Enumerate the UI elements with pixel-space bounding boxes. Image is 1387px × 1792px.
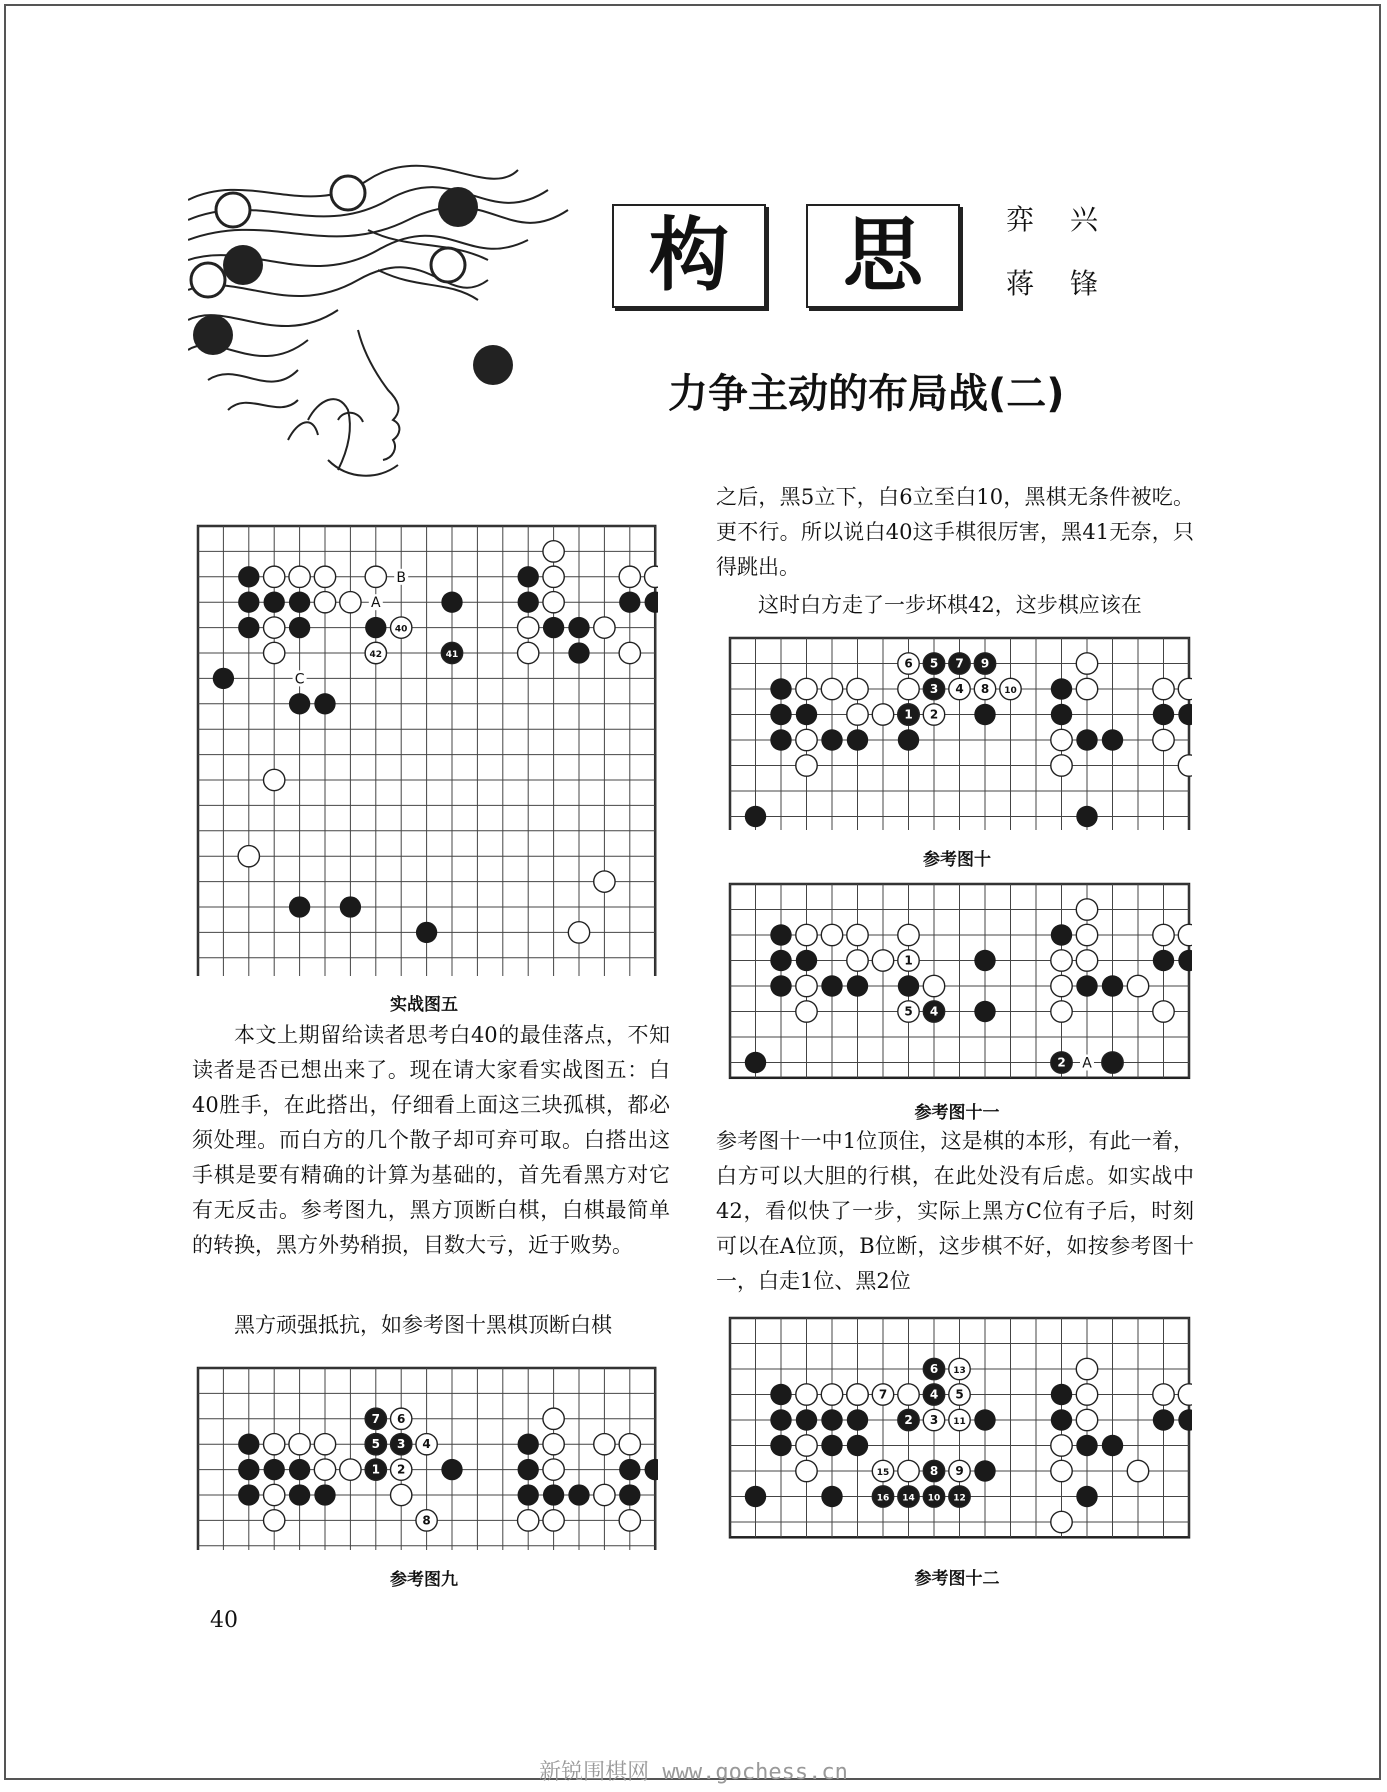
white-stone: [594, 1434, 615, 1455]
white-stone: [619, 1510, 640, 1531]
move-number: 2: [1057, 1055, 1066, 1070]
black-stone: [645, 1459, 658, 1480]
white-stone: [594, 871, 615, 892]
black-stone: [770, 924, 791, 945]
black-stone: [1153, 1409, 1174, 1430]
black-stone: [314, 1484, 335, 1505]
white-stone: [518, 617, 539, 638]
title-char-1: 构: [612, 204, 766, 308]
white-stone: [1127, 1460, 1148, 1481]
black-stone: [1153, 950, 1174, 971]
black-stone: [770, 1435, 791, 1456]
move-number: 5: [904, 1004, 913, 1019]
black-stone: [847, 729, 868, 750]
move-number: 12: [953, 1493, 966, 1504]
black-stone: [441, 592, 462, 613]
caption-fig12: 参考图十二: [914, 1569, 1000, 1589]
white-stone: [619, 642, 640, 663]
white-stone: [264, 617, 285, 638]
white-stone: [1051, 950, 1072, 971]
white-stone: [1051, 729, 1072, 750]
white-stone: [238, 846, 259, 867]
white-stone: [872, 704, 893, 725]
black-stone: [974, 704, 995, 725]
black-stone: [847, 975, 868, 996]
point-label: A: [371, 595, 381, 612]
white-stone: [796, 1460, 817, 1481]
black-stone: [441, 1459, 462, 1480]
white-stone: [796, 975, 817, 996]
move-number: 1: [371, 1462, 380, 1477]
white-stone: [1153, 729, 1174, 750]
page-number: 40: [210, 1608, 238, 1633]
title-char-2: 思: [806, 204, 960, 308]
black-stone: [1051, 924, 1072, 945]
move-number: 7: [371, 1411, 380, 1426]
black-stone: [518, 566, 539, 587]
paragraph-left-continue: 黑方顽强抵抗，如参考图十黑棋顶断白棋: [234, 1313, 612, 1337]
black-stone: [1051, 704, 1072, 725]
white-stone: [1051, 975, 1072, 996]
white-stone: [796, 924, 817, 945]
move-number: 40: [394, 624, 408, 635]
black-stone: [238, 1484, 259, 1505]
paragraph-right-top: 之后，黑5立下，白6立至白10，黑棋无条件被吃。更不行。所以说白40这手棋很厉害，黑41无奈，只得跳出。: [716, 485, 1194, 579]
black-stone: [821, 1486, 842, 1507]
white-stone: [796, 1435, 817, 1456]
white-stone: [264, 642, 285, 663]
move-number: 5: [955, 1387, 964, 1402]
black-stone: [238, 1459, 259, 1480]
black-stone: [518, 592, 539, 613]
black-stone: [619, 1484, 640, 1505]
move-number: 41: [445, 650, 459, 660]
move-number: 8: [929, 1464, 939, 1478]
black-stone: [264, 592, 285, 613]
white-stone: [619, 1434, 640, 1455]
black-stone: [745, 1052, 766, 1073]
black-stone: [238, 1434, 259, 1455]
white-stone: [264, 1510, 285, 1531]
black-stone: [314, 693, 335, 714]
black-stone: [1076, 1435, 1097, 1456]
white-stone: [1076, 653, 1097, 674]
white-stone: [821, 678, 842, 699]
black-stone: [898, 729, 919, 750]
white-stone: [1051, 1435, 1072, 1456]
black-stone: [770, 729, 791, 750]
white-stone: [1051, 755, 1072, 776]
white-stone: [1153, 678, 1174, 699]
white-stone: [289, 566, 310, 587]
header-illustration: [188, 160, 598, 500]
point-label: A: [1082, 1055, 1092, 1072]
white-stone: [847, 950, 868, 971]
black-stone: [796, 1409, 817, 1430]
white-stone: [594, 617, 615, 638]
move-number: 42: [369, 650, 383, 660]
black-stone: [974, 1460, 995, 1481]
black-stone: [770, 1384, 791, 1405]
white-stone: [340, 1459, 361, 1480]
move-number: 5: [929, 656, 939, 671]
white-stone: [1051, 1001, 1072, 1022]
white-stone: [1076, 899, 1097, 920]
caption-fig9: 参考图九: [390, 1570, 458, 1590]
move-number: 9: [955, 1464, 964, 1478]
white-stone: [898, 678, 919, 699]
paragraph-left-main: 本文上期留给读者思考白40的最佳落点，不知读者是否已想出来了。现在请大家看实战图五：白40胜手，在此搭出，仔细看上面这三块孤棋，都必须处理。而白方的几个散子却可弃可取。白搭出这手棋是要有精确的计算为基础的，首先看黑方对它有无反击。参考图九，黑方顶断白棋，白棋最简单的转换，黑方外势稍损，目数大亏，近于败势。: [192, 1023, 670, 1257]
white-stone: [1153, 1384, 1174, 1405]
black-stone: [543, 1484, 564, 1505]
black-stone: [238, 617, 259, 638]
white-stone: [543, 1459, 564, 1480]
go-board-fig9: [190, 1360, 658, 1550]
site-watermark: 新锐围棋网 www.gochess.cn: [539, 1760, 848, 1785]
white-stone: [847, 678, 868, 699]
subtitle: 力争主动的布局战(二): [668, 371, 1065, 417]
white-stone: [518, 1510, 539, 1531]
white-stone: [1076, 1409, 1097, 1430]
move-number: 6: [397, 1411, 406, 1426]
white-stone: [796, 729, 817, 750]
numbered-stone: [1102, 1052, 1123, 1073]
black-stone: [1178, 1409, 1192, 1430]
white-stone: [264, 566, 285, 587]
move-number: 2: [397, 1462, 406, 1477]
white-stone: [796, 1384, 817, 1405]
move-number: 2: [929, 707, 939, 722]
move-number: 4: [955, 682, 964, 696]
white-stone: [1153, 1001, 1174, 1022]
black-stone: [1102, 975, 1123, 996]
black-stone: [1076, 806, 1097, 827]
white-stone: [314, 566, 335, 587]
move-number: 6: [929, 1362, 939, 1376]
black-stone: [289, 1459, 310, 1480]
move-number: 1: [904, 953, 913, 968]
black-stone: [289, 617, 310, 638]
caption-fig11: 参考图十一: [914, 1103, 1000, 1123]
black-stone: [213, 668, 234, 689]
white-stone: [264, 1484, 285, 1505]
white-stone: [796, 678, 817, 699]
white-stone: [1178, 1384, 1192, 1405]
black-stone: [770, 678, 791, 699]
black-stone: [518, 1484, 539, 1505]
point-label: C: [294, 671, 305, 688]
black-stone: [745, 1486, 766, 1507]
move-number: 10: [927, 1493, 941, 1504]
white-stone: [847, 924, 868, 945]
white-stone: [340, 592, 361, 613]
black-stone: [518, 1459, 539, 1480]
black-stone: [543, 617, 564, 638]
white-stone: [568, 922, 589, 943]
white-stone: [847, 704, 868, 725]
black-stone: [974, 1001, 995, 1022]
move-number: 5: [371, 1437, 380, 1452]
black-stone: [770, 950, 791, 971]
white-stone: [518, 642, 539, 663]
numbered-stone: [391, 1484, 412, 1505]
black-stone: [847, 1409, 868, 1430]
author-1: 弈兴: [1006, 203, 1135, 236]
white-stone: [1178, 678, 1192, 699]
white-stone: [619, 566, 640, 587]
white-stone: [314, 1459, 335, 1480]
black-stone: [264, 1459, 285, 1480]
move-number: 2: [904, 1413, 913, 1427]
move-number: 15: [876, 1468, 890, 1478]
white-stone: [645, 566, 658, 587]
black-stone: [1076, 1486, 1097, 1507]
black-stone: [238, 592, 259, 613]
move-number: 14: [902, 1493, 915, 1504]
black-stone: [289, 1484, 310, 1505]
black-stone: [770, 704, 791, 725]
move-number: 1: [904, 707, 913, 722]
black-stone: [821, 1409, 842, 1430]
black-stone: [645, 592, 658, 613]
move-number: 3: [929, 682, 939, 696]
black-stone: [1102, 729, 1123, 750]
black-stone: [1153, 704, 1174, 725]
white-stone: [796, 755, 817, 776]
black-stone: [340, 896, 361, 917]
author-2: 蒋锋: [1006, 267, 1135, 300]
black-stone: [1178, 950, 1192, 971]
black-stone: [1051, 1409, 1072, 1430]
black-stone: [568, 617, 589, 638]
move-number: 16: [876, 1493, 890, 1504]
black-stone: [821, 1435, 842, 1456]
black-stone: [1051, 1384, 1072, 1405]
black-stone: [416, 922, 437, 943]
black-stone: [745, 806, 766, 827]
black-stone: [238, 566, 259, 587]
black-stone: [1102, 1435, 1123, 1456]
move-number: 4: [422, 1437, 431, 1452]
black-stone: [770, 975, 791, 996]
black-stone: [1178, 704, 1192, 725]
move-number: 4: [929, 1004, 939, 1019]
move-number: 8: [980, 682, 990, 696]
white-stone: [821, 1384, 842, 1405]
white-stone: [1076, 1358, 1097, 1379]
move-number: 7: [878, 1387, 888, 1402]
white-stone: [543, 1408, 564, 1429]
go-board-fig10: [722, 630, 1192, 830]
move-number: 3: [397, 1437, 406, 1452]
black-stone: [289, 592, 310, 613]
move-number: 13: [953, 1366, 966, 1376]
black-stone: [821, 975, 842, 996]
go-board-fig11: [722, 876, 1192, 1090]
black-stone: [289, 693, 310, 714]
move-number: 6: [904, 656, 913, 671]
white-stone: [543, 566, 564, 587]
white-stone: [1076, 924, 1097, 945]
move-number: 8: [422, 1513, 431, 1528]
black-stone: [847, 1435, 868, 1456]
white-stone: [1076, 950, 1097, 971]
move-number: 3: [929, 1413, 939, 1427]
white-stone: [821, 924, 842, 945]
white-stone: [1153, 924, 1174, 945]
black-stone: [770, 1409, 791, 1430]
white-stone: [1127, 975, 1148, 996]
white-stone: [365, 566, 386, 587]
white-stone: [1051, 1460, 1072, 1481]
white-stone: [543, 592, 564, 613]
black-stone: [796, 950, 817, 971]
black-stone: [974, 950, 995, 971]
black-stone: [1076, 975, 1097, 996]
move-number: 10: [1004, 686, 1017, 696]
black-stone: [1076, 729, 1097, 750]
white-stone: [594, 1484, 615, 1505]
black-stone: [974, 1409, 995, 1430]
white-stone: [543, 541, 564, 562]
move-number: 4: [929, 1387, 939, 1402]
black-stone: [1051, 678, 1072, 699]
white-stone: [923, 975, 944, 996]
go-board-fig12: [722, 1310, 1192, 1550]
black-stone: [619, 592, 640, 613]
black-stone: [619, 1459, 640, 1480]
move-number: 7: [955, 656, 964, 671]
black-stone: [289, 896, 310, 917]
move-number: 9: [980, 656, 990, 671]
black-stone: [568, 1484, 589, 1505]
white-stone: [1051, 1511, 1072, 1532]
black-stone: [898, 975, 919, 996]
white-stone: [1178, 924, 1192, 945]
white-stone: [543, 1510, 564, 1531]
black-stone: [518, 1434, 539, 1455]
point-label: B: [396, 569, 407, 586]
numbered-stone: [898, 1384, 919, 1405]
caption-fig10: 参考图十: [923, 850, 991, 870]
white-stone: [1076, 1384, 1097, 1405]
white-stone: [264, 769, 285, 790]
white-stone: [847, 1384, 868, 1405]
numbered-stone: [898, 1460, 919, 1481]
white-stone: [898, 924, 919, 945]
paragraph-right-top-2: 这时白方走了一步坏棋42，这步棋应该在: [758, 593, 1142, 617]
white-stone: [1178, 755, 1192, 776]
white-stone: [796, 1001, 817, 1022]
white-stone: [314, 592, 335, 613]
black-stone: [365, 617, 386, 638]
white-stone: [314, 1434, 335, 1455]
white-stone: [264, 1434, 285, 1455]
move-number: 11: [953, 1417, 966, 1427]
caption-fig5: 实战图五: [390, 995, 458, 1015]
black-stone: [568, 642, 589, 663]
white-stone: [543, 1434, 564, 1455]
go-board-fig5: [190, 518, 658, 976]
black-stone: [821, 729, 842, 750]
paragraph-right-mid: 参考图十一中1位顶住，这是棋的本形，有此一着，白方可以大胆的行棋，在此处没有后虑。如实战中42，看似快了一步，实际上黑方C位有子后，时刻可以在A位顶，B位断，这步棋不好，如按参考图十一，白走1位、黑2位: [716, 1129, 1194, 1293]
black-stone: [796, 704, 817, 725]
white-stone: [872, 950, 893, 971]
white-stone: [1076, 678, 1097, 699]
white-stone: [289, 1434, 310, 1455]
